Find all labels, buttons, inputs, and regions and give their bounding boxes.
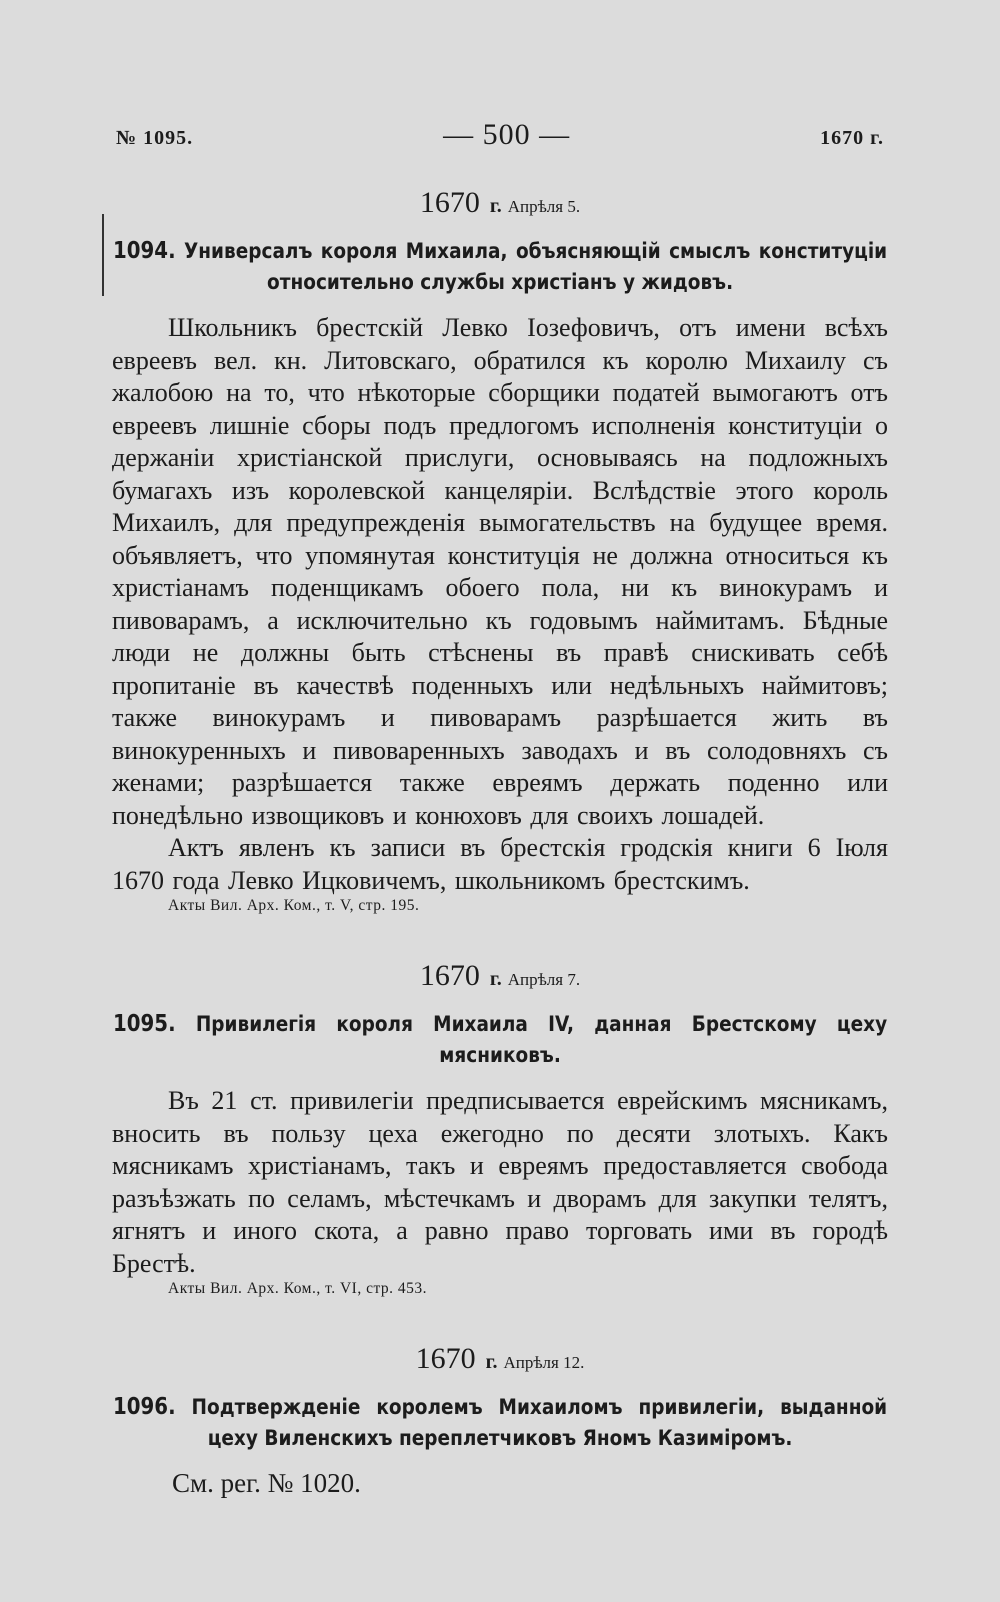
page-number: — 500 —: [443, 118, 571, 151]
date-g: г.: [485, 1351, 498, 1373]
entry-number: 1096.: [112, 1394, 176, 1420]
margin-line-mark: [102, 214, 104, 296]
date-day: Апрѣля 5.: [507, 197, 581, 216]
date-day: Апрѣля 12.: [503, 1353, 585, 1372]
running-header: [112, 118, 888, 152]
header-register-number: № 1095.: [116, 127, 194, 149]
entry-source: Акты Вил. Арх. Ком., т. VI, стр. 453.: [168, 1280, 428, 1297]
entry-title: [113, 236, 887, 298]
entry-title: [113, 1009, 887, 1071]
entry-title: [113, 1392, 887, 1454]
date-g: г.: [489, 968, 502, 990]
date-year: 1670: [419, 959, 480, 992]
date-g: г.: [489, 195, 502, 217]
register-entry-1095: [112, 959, 888, 1298]
entry-paragraph: Въ 21 ст. привилегіи предписывается еврейскимъ мясникамъ, вносить въ пользу цеха ежегодно по десяти злотыхъ. Какъ мясникамъ христіанамъ, такъ и евреямъ предоставляется свобода разъѣзжать по селамъ, мѣстечкамъ и дворамъ для закупки телятъ, ягнятъ и иного скота, а равно право торговать ими въ городѣ Брестѣ.: [112, 1086, 888, 1278]
cross-reference: См. рег. № 1020.: [172, 1468, 361, 1498]
header-year: 1670 г.: [820, 127, 884, 149]
date-year: 1670: [415, 1342, 476, 1375]
entry-number: 1094.: [112, 238, 176, 264]
entry-date: [112, 959, 888, 993]
date-day: Апрѣля 7.: [507, 970, 581, 989]
entry-source: Акты Вил. Арх. Ком., т. V, стр. 195.: [168, 897, 420, 914]
entry-title-text: Подтвержденіе королемъ Михаиломъ привилегіи, выданной цеху Виленскихъ переплетчиковъ Яномъ Казиміромъ.: [191, 1395, 888, 1451]
register-entry-1094: [112, 186, 888, 915]
entry-date: [112, 186, 888, 220]
entry-date: [112, 1342, 888, 1376]
date-year: 1670: [419, 186, 480, 219]
entry-number: 1095.: [112, 1011, 176, 1037]
entry-title-text: Универсалъ короля Михаила, объясняющій смыслъ конституціи относительно службы христіанъ у жидовъ.: [183, 239, 888, 295]
entry-paragraph: Актъ явленъ къ записи въ брестскія гродскія книги 6 Іюля 1670 года Левко Ицковичемъ, школьникомъ брестскимъ.: [112, 833, 888, 895]
entry-title-text: Привилегія короля Михаила IV, данная Брестскому цеху мясниковъ.: [195, 1012, 888, 1068]
entry-paragraph: Школьникъ брестскій Левко Іозефовичъ, отъ имени всѣхъ евреевъ вел. кн. Литовскаго, обратился къ королю Михаилу съ жалобою на то, что нѣкоторые сборщики податей вымогаютъ отъ евреевъ лишніе сборы подъ предлогомъ исполненія конституціи о держаніи христіанской прислуги, основываясь на подложныхъ бумагахъ изъ королевской канцеляріи. Вслѣдствіе этого король Михаилъ, для предупрежденія вымогательствъ на будущее время. объявляетъ, что упомянутая конституція не должна относиться къ христіанамъ поденщикамъ обоего пола, ни къ винокурамъ и пивоварамъ, а исключительно къ годовымъ наймитамъ. Бѣдные люди не должны быть стѣснены въ правѣ снискивать себѣ пропитаніе въ качествѣ поденныхъ или недѣльныхъ наймитовъ; также винокурамъ и пивоварамъ разрѣшается жить въ винокуренныхъ и пивоваренныхъ заводахъ и въ солодовняхъ съ женами; разрѣшается также евреямъ держать поденно или понедѣльно извощиковъ и конюховъ для своихъ лошадей.: [112, 313, 888, 830]
register-entry-1096: [112, 1342, 888, 1499]
